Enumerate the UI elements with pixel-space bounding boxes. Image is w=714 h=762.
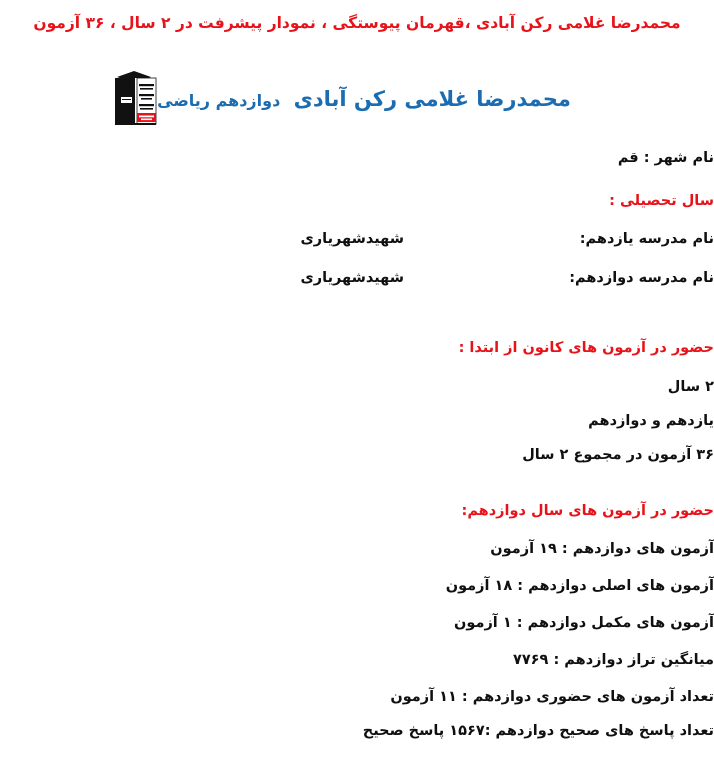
academic-year-label: سال تحصیلی : bbox=[609, 193, 714, 209]
school-12-value: شهیدشهریاری bbox=[300, 270, 404, 286]
student-name: محمدرضا غلامی رکن آبادی bbox=[293, 87, 571, 111]
twelfth-grade-row: آزمون های مکمل دوازدهم : ۱ آزمون bbox=[454, 615, 714, 631]
twelfth-grade-row: میانگین تراز دوازدهم : ۷۷۶۹ bbox=[512, 652, 714, 668]
attendance-from-start-heading: حضور در آزمون های کانون از ابتدا : bbox=[458, 340, 714, 356]
attendance-from-start-row: ۲ سال bbox=[667, 379, 714, 395]
twelfth-grade-heading: حضور در آزمون های سال دوازدهم: bbox=[461, 503, 714, 519]
attendance-from-start-row: ۳۶ آزمون در مجموع ۲ سال bbox=[522, 447, 714, 463]
twelfth-grade-row: آزمون های دوازدهم : ۱۹ آزمون bbox=[490, 541, 714, 557]
page-title: محمدرضا غلامی رکن آبادی ،قهرمان پیوستگی ، نمودار پیشرفت در ۲ سال ، ۳۶ آزمون bbox=[33, 14, 681, 32]
school-12-label: نام مدرسه دوازدهم: bbox=[569, 270, 714, 286]
school-11-label: نام مدرسه یازدهم: bbox=[579, 231, 714, 247]
city-line: نام شهر : قم bbox=[617, 150, 714, 166]
twelfth-grade-row: تعداد آزمون های حضوری دوازدهم : ۱۱ آزمون bbox=[390, 689, 714, 705]
school-11-value: شهیدشهریاری bbox=[300, 231, 404, 247]
twelfth-grade-row: آزمون های اصلی دوازدهم : ۱۸ آزمون bbox=[445, 578, 714, 594]
attendance-from-start-row: یازدهم و دوازدهم bbox=[588, 413, 714, 429]
twelfth-grade-row: تعداد پاسخ های صحیح دوازدهم :۱۵۶۷ پاسخ صحیح bbox=[362, 723, 714, 739]
student-grade: دوازدهم ریاضی bbox=[157, 91, 281, 110]
student-heading bbox=[14, 84, 714, 116]
